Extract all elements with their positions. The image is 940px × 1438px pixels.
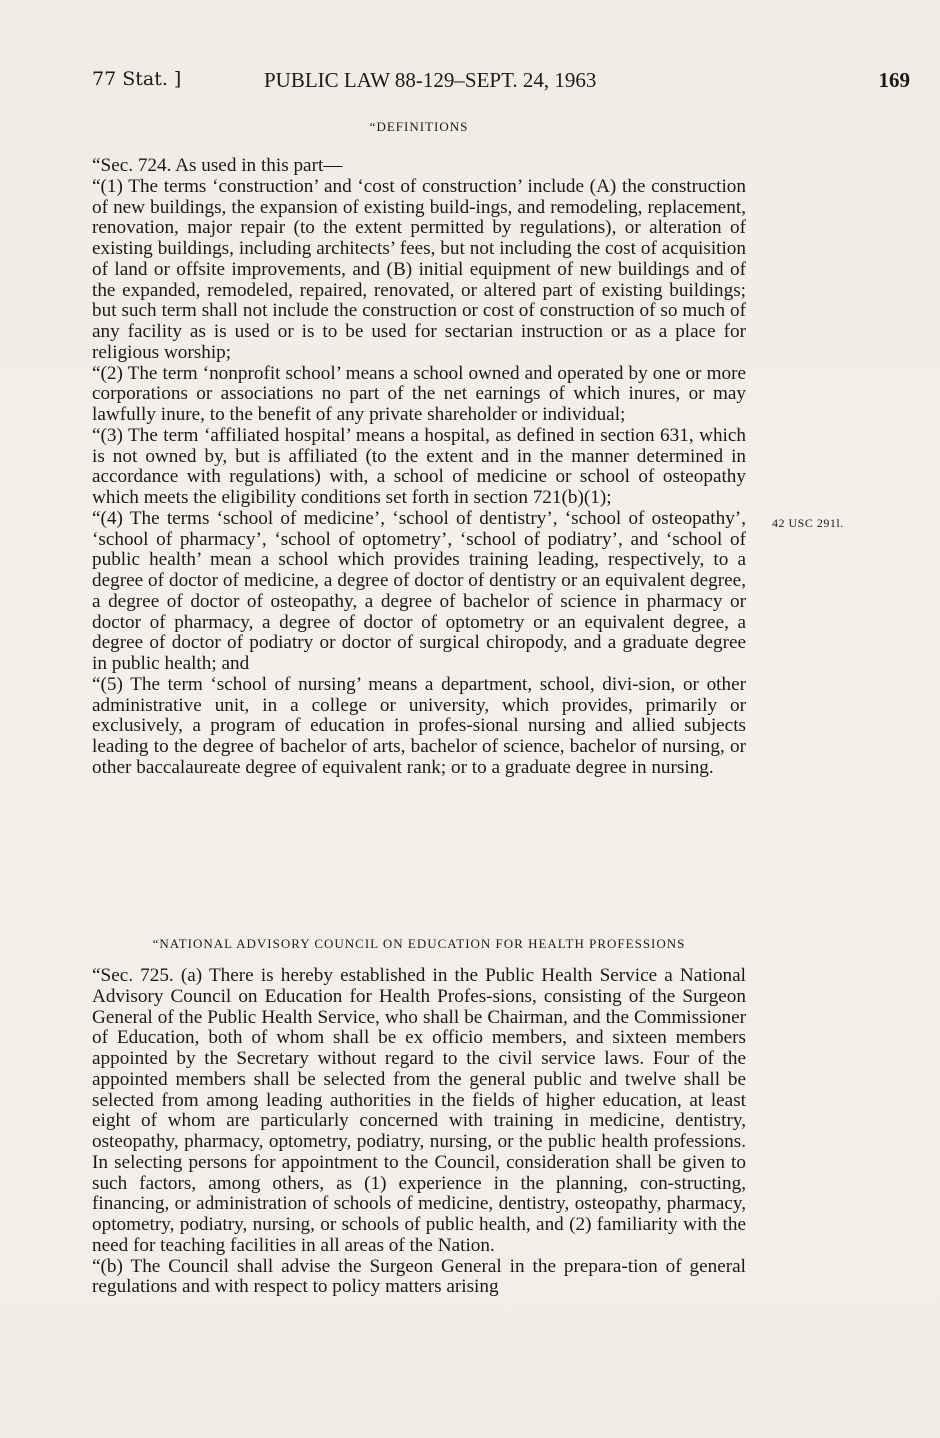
definitions-heading: “DEFINITIONS	[369, 119, 469, 134]
statute-volume: 77 Stat. ]	[92, 68, 182, 90]
section-725-b: “(b) The Council shall advise the Surgeon General in the prepara-tion of general regulations and with respect to policy matters arising	[92, 1255, 746, 1298]
section-724	[92, 156, 746, 779]
definition-3: “(3) The term ‘affiliated hospital’ means a hospital, as defined in section 631, which is not owned by, but is affiliated (to the extent and in the manner determined in accordance with regulations) with, a school of medicine or school of osteopathy which meets the eligibility conditions set forth in section 721(b)(1);	[92, 424, 746, 508]
margin-citation: 42 USC 291l.	[772, 516, 844, 530]
running-title: PUBLIC LAW 88-129–SEPT. 24, 1963	[264, 68, 597, 92]
council-heading: “NATIONAL ADVISORY COUNCIL ON EDUCATION FOR HEALTH PROFESSIONS	[152, 936, 686, 951]
definition-2: “(2) The term ‘nonprofit school’ means a school owned and operated by one or more corporations or associations no part of the net earnings of which inures, or may lawfully inure, to the benefit of any private shareholder or individual;	[92, 362, 746, 425]
page-number: 169	[878, 68, 910, 92]
section-725-a: “Sec. 725. (a) There is hereby established in the Public Health Service a National Advisory Council on Education for Health Profes-sions, consisting of the Surgeon General of the Public Health Service, who shall be Chairman, and the Commissioner of Education, both of whom shall be ex officio members, and sixteen members appointed by the Secretary without regard to the civil service laws. Four of the appointed members shall be selected from the general public and twelve shall be selected from among leading authorities in the fields of higher education, at least eight of whom are particularly concerned with training in medicine, dentistry, osteopathy, pharmacy, optometry, podiatry, nursing, or the public health professions. In selecting persons for appointment to the Council, consideration shall be given to such factors, among others, as (1) experience in the planning, con-structing, financing, or administration of schools of medicine, dentistry, osteopathy, pharmacy, optometry, podiatry, nursing, or schools of public health, and (2) familiarity with the need for teaching facilities in all areas of the Nation.	[92, 965, 746, 1256]
definition-1: “(1) The terms ‘construction’ and ‘cost of construction’ include (A) the construction of new buildings, the expansion of existing build-ings, and remodeling, replacement, renovation, major repair (to the extent permitted by regulations), or alteration of existing buildings, including architects’ fees, but not including the cost of acquisition of land or offsite improvements, and (B) initial equipment of new buildings and of the expanded, remodeled, repaired, renovated, or altered part of existing buildings; but such term shall not include the construction or cost of construction of so much of any facility as is used or is to be used for sectarian instruction or as a place for religious worship;	[92, 175, 746, 363]
section-725	[92, 966, 746, 1298]
page-header	[92, 68, 910, 94]
definition-5: “(5) The term ‘school of nursing’ means a department, school, divi-sion, or other administrative unit, in a college or university, which provides, primarily or exclusively, a program of education in profes-sional nursing and allied subjects leading to the degree of bachelor of arts, bachelor of science, bachelor of nursing, or other baccalaureate degree of equivalent rank; or to a graduate degree in nursing.	[92, 673, 746, 778]
section-724-intro: “Sec. 724. As used in this part—	[92, 155, 343, 176]
definition-4: “(4) The terms ‘school of medicine’, ‘school of dentistry’, ‘school of osteopathy’, ‘school of pharmacy’, ‘school of optometry’, ‘school of podiatry’, and ‘school of public health’ mean a school which provides training leading, respectively, to a degree of doctor of medicine, a degree of doctor of dentistry or an equivalent degree, a degree of doctor of osteopathy, a degree of bachelor of science in pharmacy or doctor of pharmacy, a degree of doctor of optometry or an equivalent degree, a degree of doctor of podiatry or doctor of surgical chiropody, and a graduate degree in public health; and	[92, 507, 746, 674]
